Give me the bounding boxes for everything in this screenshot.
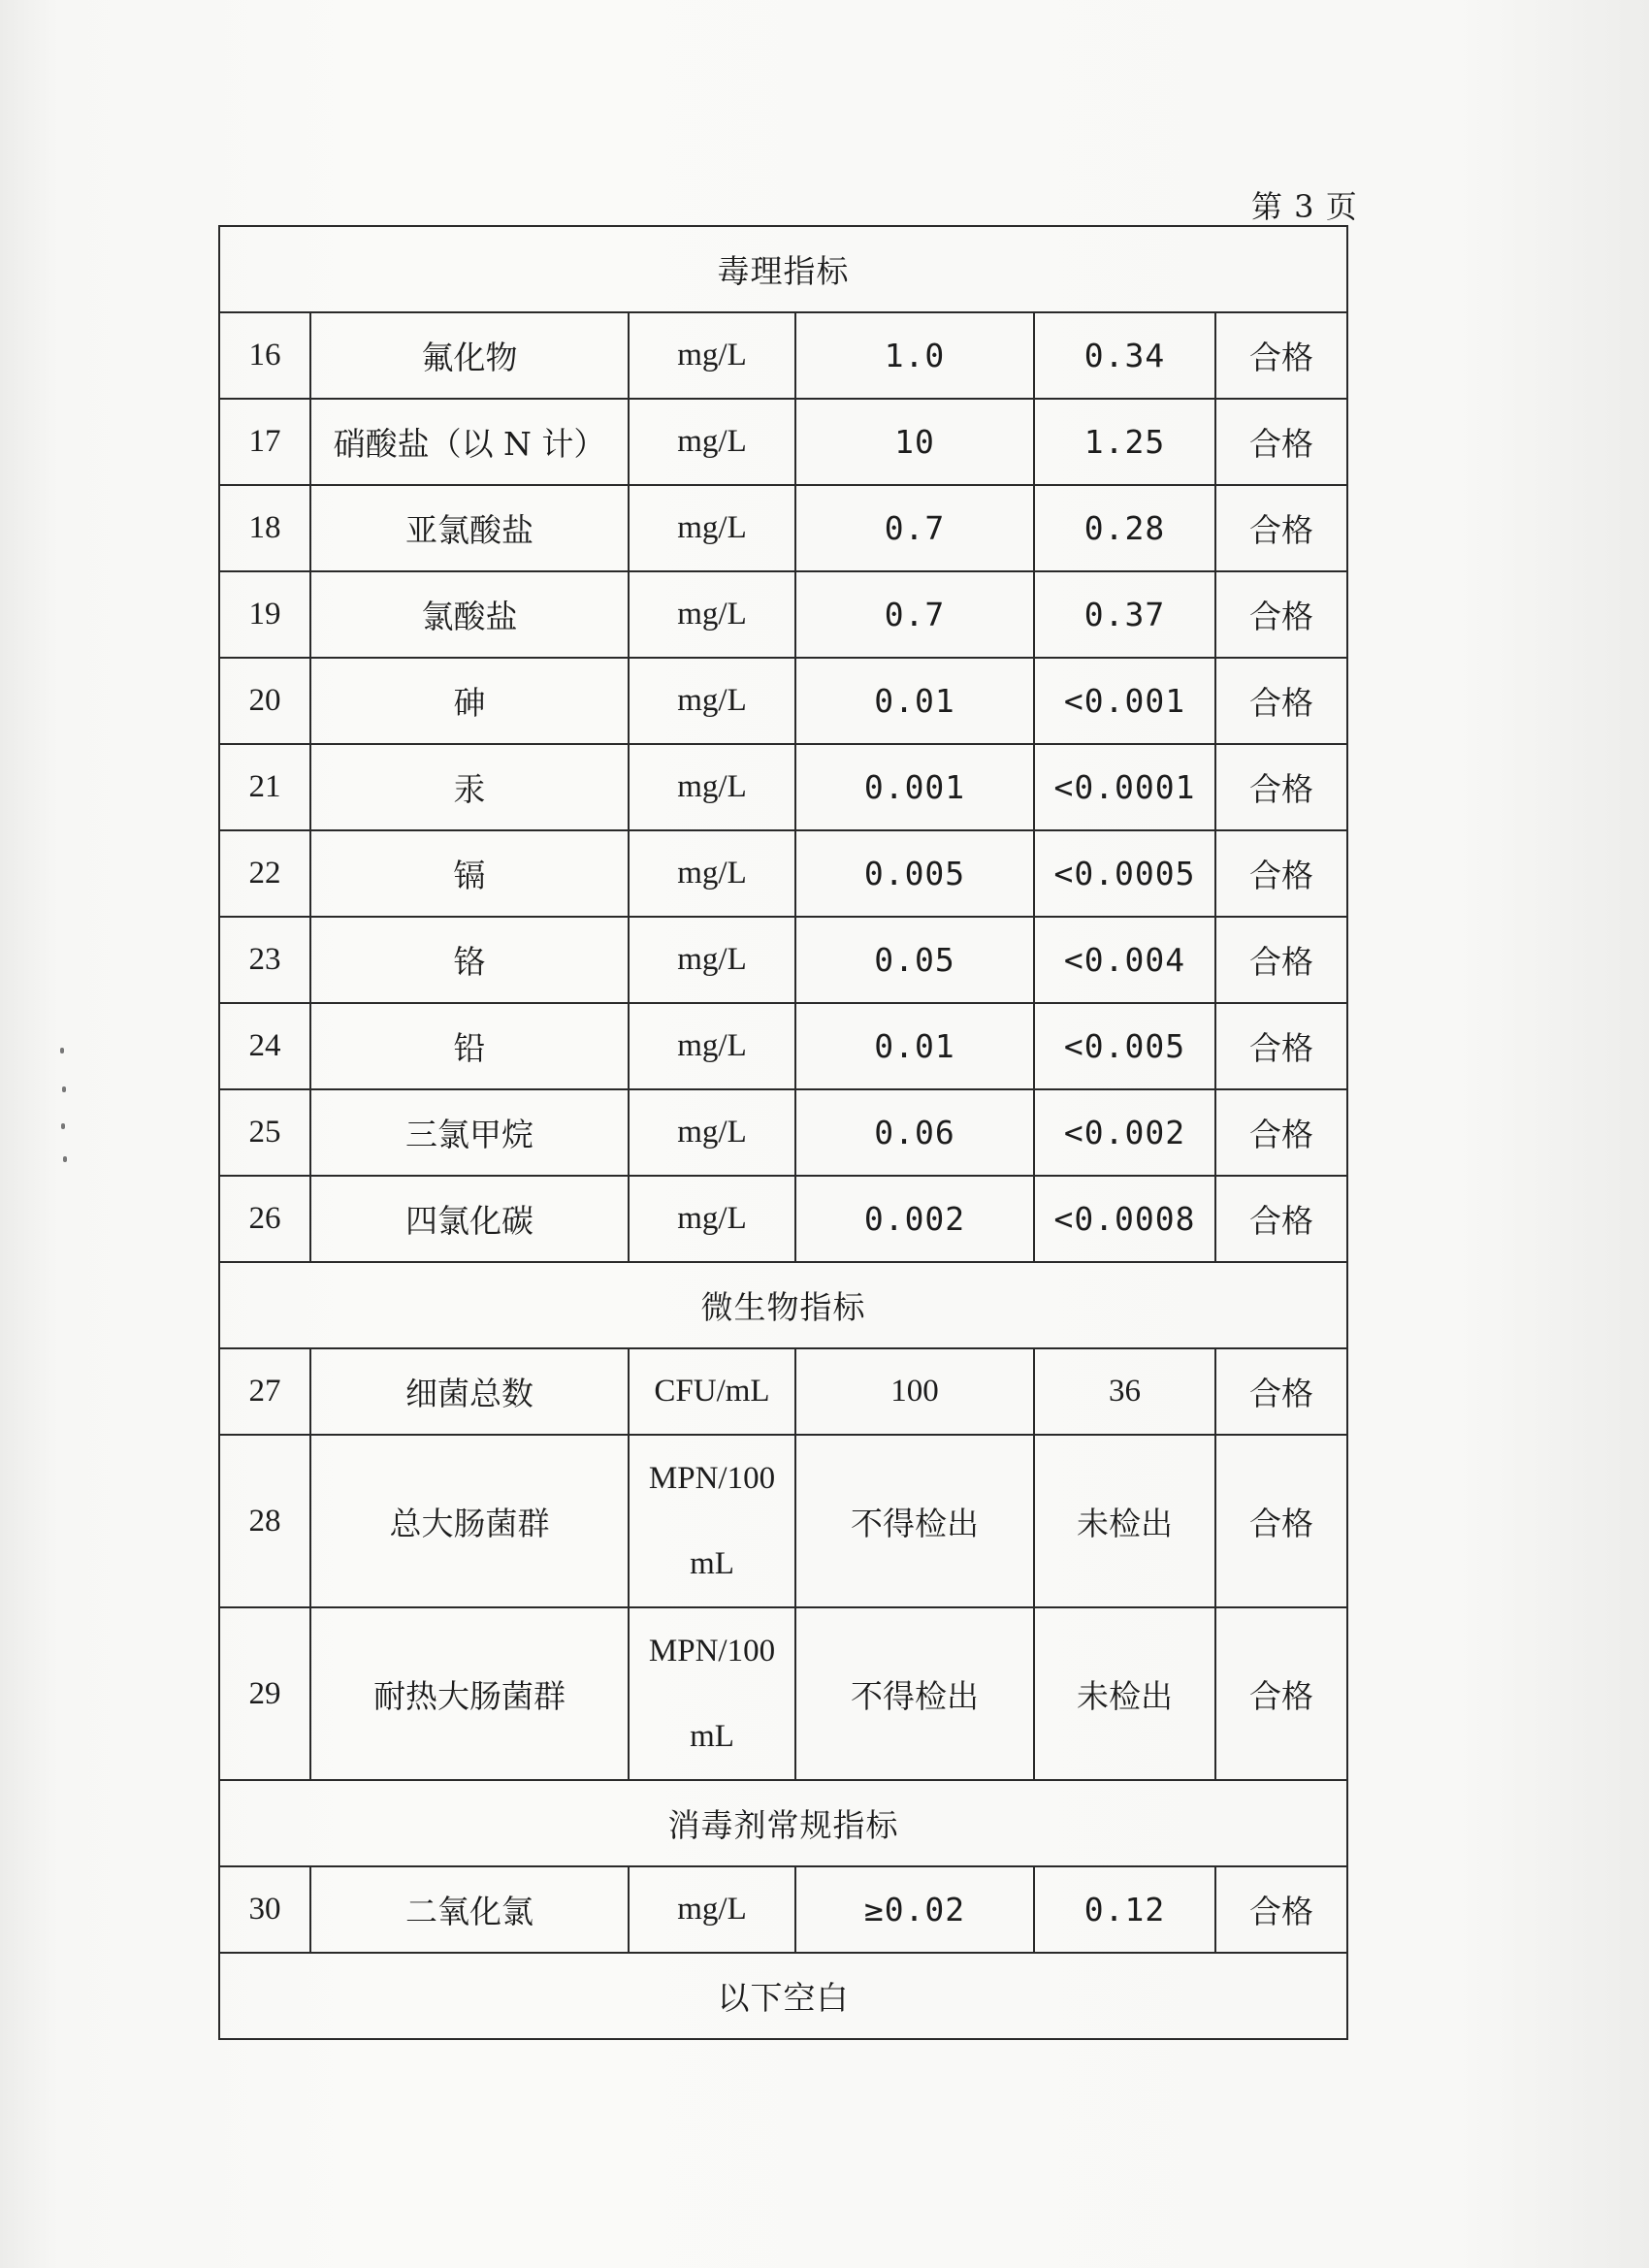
limit-value: 10 [795,399,1034,485]
row-number: 20 [219,658,310,744]
unit: mg/L [629,312,795,399]
unit: CFU/mL [629,1348,795,1435]
limit-value: 0.002 [795,1176,1034,1262]
item-name: 二氧化氯 [310,1866,629,1953]
row-number: 19 [219,571,310,658]
measured-value: 未检出 [1034,1435,1215,1607]
row-number: 22 [219,830,310,917]
result: 合格 [1215,830,1347,917]
measured-value: <0.002 [1034,1089,1215,1176]
result: 合格 [1215,1607,1347,1780]
footer-row [219,1953,1347,2039]
result: 合格 [1215,1866,1347,1953]
section-header-row [219,1780,1347,1866]
row-number: 21 [219,744,310,830]
item-name: 三氯甲烷 [310,1089,629,1176]
limit-value: 0.7 [795,571,1034,658]
table-row [219,312,1347,399]
unit-line-2: mL [690,1546,734,1581]
limit-value: 0.06 [795,1089,1034,1176]
measured-value: 36 [1034,1348,1215,1435]
result: 合格 [1215,571,1347,658]
row-number: 29 [219,1607,310,1780]
measured-value: <0.005 [1034,1003,1215,1089]
measured-value: 0.37 [1034,571,1215,658]
result: 合格 [1215,1348,1347,1435]
unit: mg/L [629,1866,795,1953]
measured-value: 未检出 [1034,1607,1215,1780]
unit: mg/L [629,1176,795,1262]
limit-value: 0.7 [795,485,1034,571]
unit: mg/L [629,917,795,1003]
item-name: 砷 [310,658,629,744]
result: 合格 [1215,744,1347,830]
table-row [219,1866,1347,1953]
unit [629,1607,795,1780]
measured-value: 0.28 [1034,485,1215,571]
unit: mg/L [629,485,795,571]
row-number: 18 [219,485,310,571]
item-name: 铅 [310,1003,629,1089]
measured-value: <0.0008 [1034,1176,1215,1262]
table-row [219,1176,1347,1262]
row-number: 16 [219,312,310,399]
limit-value: 不得检出 [795,1607,1034,1780]
unit: mg/L [629,571,795,658]
row-number: 17 [219,399,310,485]
table-row [219,399,1347,485]
result: 合格 [1215,1089,1347,1176]
table-row [219,1435,1347,1607]
limit-value: 0.001 [795,744,1034,830]
section-header-row [219,1262,1347,1348]
item-name: 耐热大肠菌群 [310,1607,629,1780]
item-name: 硝酸盐（以 N 计） [310,399,629,485]
unit-line-1: MPN/100 [648,1461,776,1496]
item-name: 细菌总数 [310,1348,629,1435]
item-name: 铬 [310,917,629,1003]
table-row [219,1607,1347,1780]
result: 合格 [1215,1003,1347,1089]
result: 合格 [1215,1435,1347,1607]
row-number: 30 [219,1866,310,1953]
unit: mg/L [629,830,795,917]
item-name: 镉 [310,830,629,917]
limit-value: 1.0 [795,312,1034,399]
result: 合格 [1215,399,1347,485]
table-row [219,658,1347,744]
measured-value: 0.12 [1034,1866,1215,1953]
unit [629,1435,795,1607]
limit-value: 100 [795,1348,1034,1435]
unit: mg/L [629,658,795,744]
unit: mg/L [629,1089,795,1176]
result: 合格 [1215,485,1347,571]
unit: mg/L [629,399,795,485]
table-row [219,571,1347,658]
limit-value: 0.05 [795,917,1034,1003]
result: 合格 [1215,658,1347,744]
result: 合格 [1215,917,1347,1003]
limit-value: ≥0.02 [795,1866,1034,1953]
measured-value: <0.0001 [1034,744,1215,830]
limit-value: 0.01 [795,1003,1034,1089]
item-name: 氟化物 [310,312,629,399]
unit-line-2: mL [690,1719,734,1754]
measured-value: <0.004 [1034,917,1215,1003]
item-name: 四氯化碳 [310,1176,629,1262]
item-name: 汞 [310,744,629,830]
row-number: 25 [219,1089,310,1176]
item-name: 氯酸盐 [310,571,629,658]
section-title: 消毒剂常规指标 [219,1780,1347,1866]
unit: mg/L [629,744,795,830]
table-row [219,744,1347,830]
result: 合格 [1215,1176,1347,1262]
table-row [219,830,1347,917]
measured-value: 1.25 [1034,399,1215,485]
limit-value: 不得检出 [795,1435,1034,1607]
row-number: 24 [219,1003,310,1089]
unit-line-1: MPN/100 [648,1634,776,1669]
table-row [219,917,1347,1003]
page-number: 第 3 页 [1251,188,1358,225]
item-name: 亚氯酸盐 [310,485,629,571]
row-number: 23 [219,917,310,1003]
test-results-table [218,225,1348,2040]
unit: mg/L [629,1003,795,1089]
item-name: 总大肠菌群 [310,1435,629,1607]
result: 合格 [1215,312,1347,399]
section-title: 毒理指标 [219,226,1347,312]
row-number: 27 [219,1348,310,1435]
scan-specks [58,1048,68,1164]
table-row [219,1003,1347,1089]
row-number: 28 [219,1435,310,1607]
measured-value: <0.0005 [1034,830,1215,917]
limit-value: 0.01 [795,658,1034,744]
measured-value: 0.34 [1034,312,1215,399]
table-row [219,1089,1347,1176]
limit-value: 0.005 [795,830,1034,917]
footer-note: 以下空白 [219,1953,1347,2039]
section-header-row [219,226,1347,312]
table-row [219,1348,1347,1435]
table-row [219,485,1347,571]
measured-value: <0.001 [1034,658,1215,744]
row-number: 26 [219,1176,310,1262]
section-title: 微生物指标 [219,1262,1347,1348]
